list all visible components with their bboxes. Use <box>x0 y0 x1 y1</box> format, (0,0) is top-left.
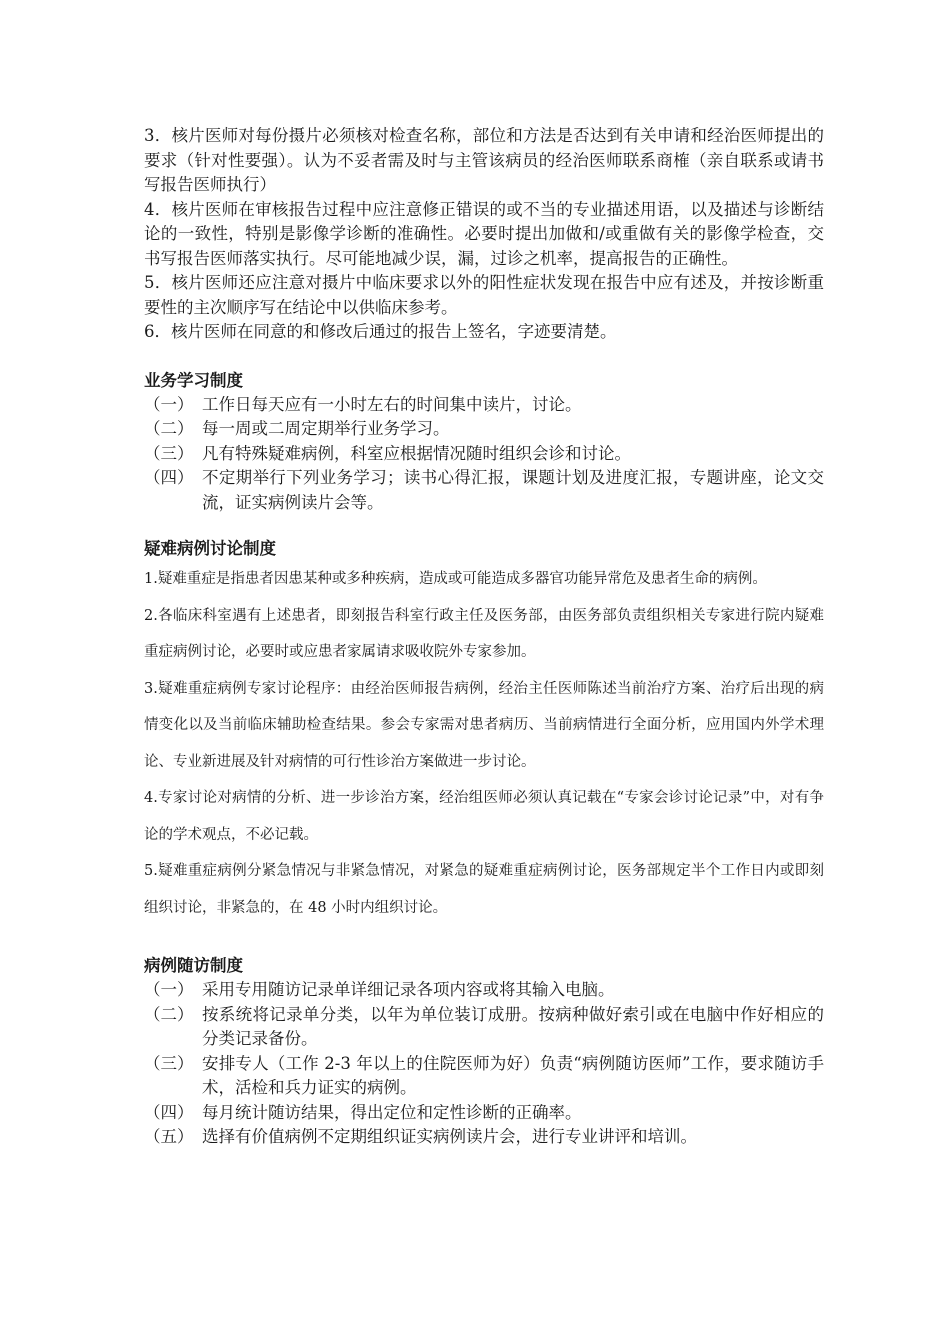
followup-item-text: 每月统计随访结果，得出定位和定性诊断的正确率。 <box>202 1102 582 1122</box>
study-item-number: （四） <box>144 468 194 487</box>
difficult-item: 1.疑难重症是指患者因患某种或多种疾病，造成或可能造成多器官功能异常危及患者生命的病例。 <box>144 571 767 587</box>
followup-item <box>144 1125 824 1150</box>
followup-item-number: （一） <box>144 980 194 999</box>
followup-item <box>144 1003 824 1052</box>
study-heading: 业务学习制度 <box>144 370 243 390</box>
study-item-number: （二） <box>144 419 194 438</box>
difficult-item: 4.专家讨论对病情的分析、进一步诊治方案，经治组医师必须认真记载在“专家会诊讨论记录”中，对有争论的学术观点，不必记载。 <box>144 790 824 843</box>
study-item <box>144 393 824 418</box>
followup-section <box>144 954 824 1150</box>
difficult-item: 2.各临床科室遇有上述患者，即刻报告科室行政主任及医务部，由医务部负责组织相关专家进行院内疑难重症病例讨论，必要时或应患者家属请求吸收院外专家参加。 <box>144 607 824 660</box>
document-page <box>144 124 824 1150</box>
study-item-text: 每一周或二周定期举行业务学习。 <box>202 419 450 438</box>
followup-item-number: （五） <box>144 1127 194 1146</box>
difficult-section <box>144 537 824 926</box>
verify-item-6: 6．核片医师在同意的和修改后通过的报告上签名，字迹要清楚。 <box>144 322 617 341</box>
study-item-text: 不定期举行下列业务学习；读书心得汇报，课题计划及进度汇报，专题讲座，论文交流，证实病例读片会等。 <box>202 468 824 512</box>
followup-item-number: （四） <box>144 1102 194 1122</box>
followup-item-text: 选择有价值病例不定期组织证实病例读片会，进行专业讲评和培训。 <box>202 1127 697 1146</box>
verify-section <box>144 124 824 345</box>
followup-heading: 病例随访制度 <box>144 956 243 975</box>
followup-item-text: 安排专人（工作 2-3 年以上的住院医师为好）负责“病例随访医师”工作，要求随访手术，活检和兵力证实的病例。 <box>202 1053 824 1097</box>
followup-item-number: （三） <box>144 1053 194 1073</box>
followup-item-number: （二） <box>144 1004 194 1024</box>
followup-item <box>144 1052 824 1101</box>
study-item <box>144 466 824 515</box>
study-item-number: （一） <box>144 394 194 414</box>
followup-item-text: 按系统将记录单分类，以年为单位装订成册。按病种做好索引或在电脑中作好相应的分类记录备份。 <box>202 1004 824 1048</box>
verify-item-3: 3．核片医师对每份摄片必须核对检查名称，部位和方法是否达到有关申请和经治医师提出的要求（针对性要强）。认为不妥者需及时与主管该病员的经治医师联系商榷（亲自联系或请书写报告医师执行） <box>144 126 824 194</box>
followup-item-text: 采用专用随访记录单详细记录各项内容或将其输入电脑。 <box>202 980 615 999</box>
study-item <box>144 417 824 442</box>
study-item-text: 工作日每天应有一小时左右的时间集中读片，讨论。 <box>202 394 582 414</box>
difficult-item: 3.疑难重症病例专家讨论程序：由经治医师报告病例，经治主任医师陈述当前治疗方案、治疗后出现的病情变化以及当前临床辅助检查结果。参会专家需对患者病历、当前病情进行全面分析，应用国内外学术理论、专业新进展及针对病情的可行性诊治方案做进一步讨论。 <box>144 680 824 770</box>
verify-item-5: 5．核片医师还应注意对摄片中临床要求以外的阳性症状发现在报告中应有述及，并按诊断重要性的主次顺序写在结论中以供临床参考。 <box>144 273 824 317</box>
followup-item <box>144 1101 824 1126</box>
study-item <box>144 442 824 467</box>
study-item-number: （三） <box>144 443 194 463</box>
study-section <box>144 369 824 516</box>
verify-item-4: 4．核片医师在审核报告过程中应注意修正错误的或不当的专业描述用语，以及描述与诊断结论的一致性，特别是影像学诊断的准确性。必要时提出加做和/或重做有关的影像学检查，交书写报告医师落实执行。尽可能地减少误，漏，过诊之机率，提高报告的正确性。 <box>144 199 824 268</box>
study-item-text: 凡有特殊疑难病例，科室应根据情况随时组织会诊和讨论。 <box>202 443 631 463</box>
followup-item <box>144 978 824 1003</box>
difficult-item: 5.疑难重症病例分紧急情况与非紧急情况，对紧急的疑难重症病例讨论，医务部规定半个工作日内或即刻组织讨论，非紧急的，在 48 小时内组织讨论。 <box>144 863 824 916</box>
difficult-heading: 疑难病例讨论制度 <box>144 539 276 558</box>
